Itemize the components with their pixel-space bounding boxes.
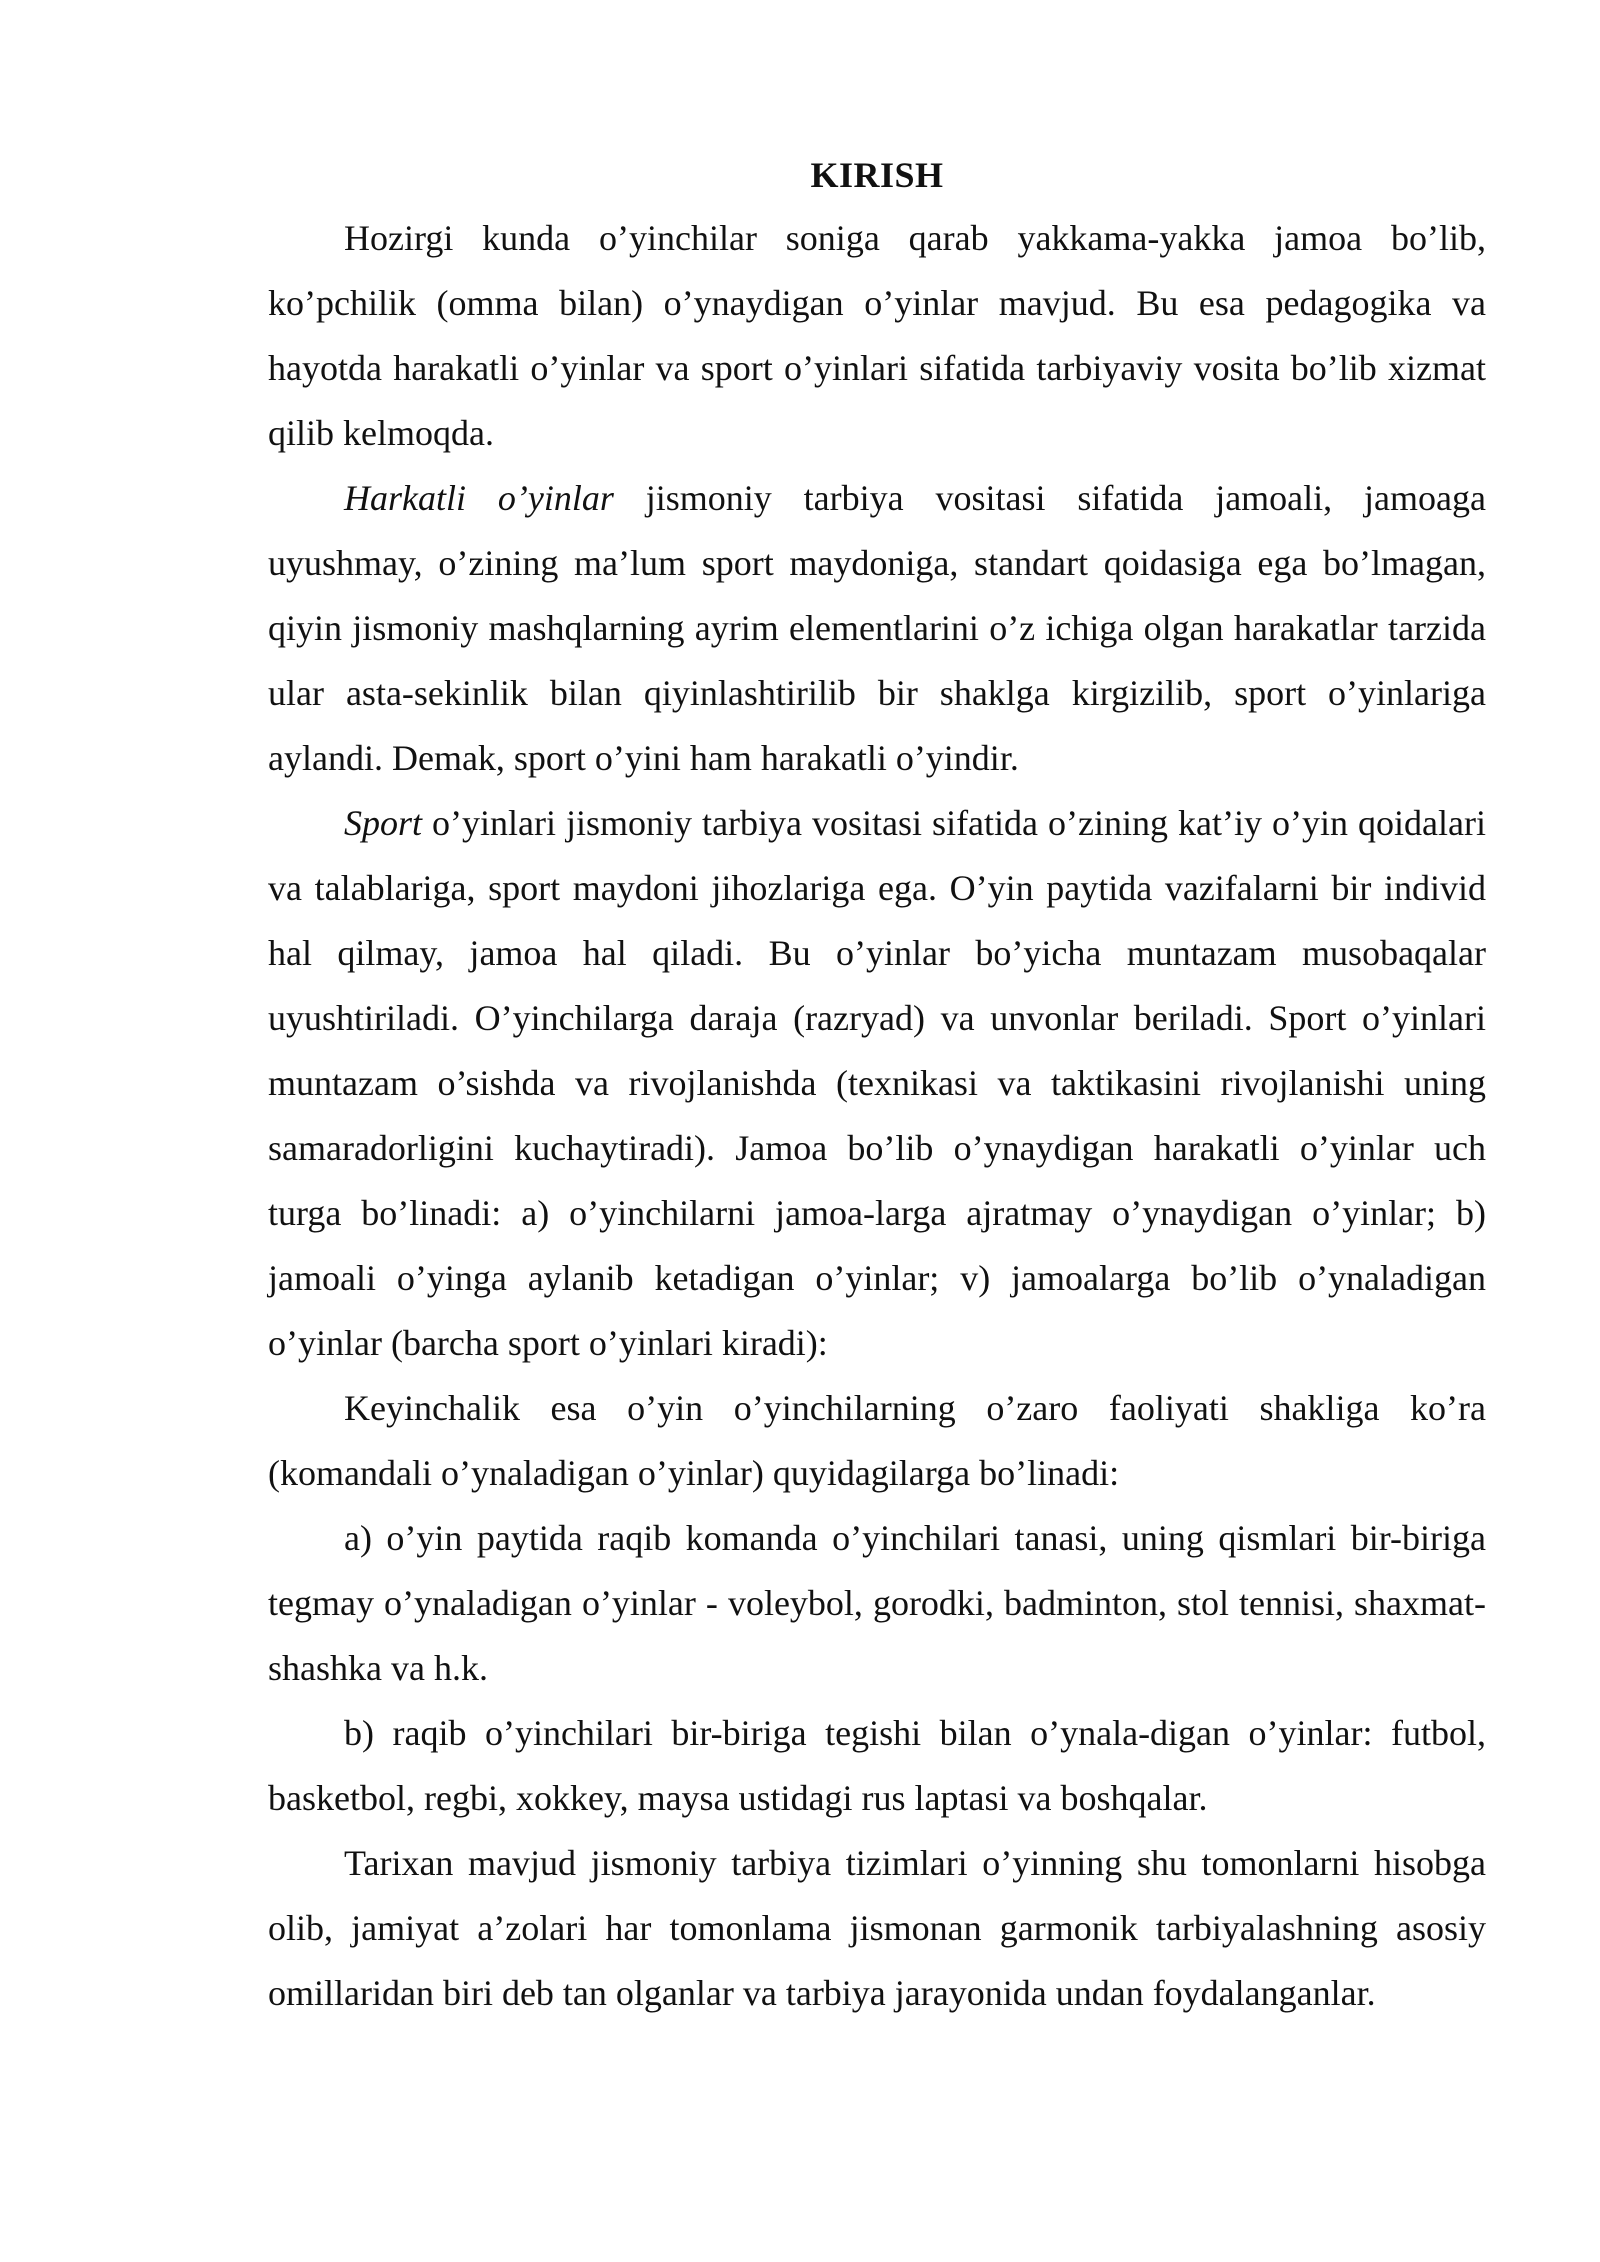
paragraph-text: jismoniy tarbiya vositasi sifatida jamoali, jamoaga uyushmay, o’zining ma’lum sport maydoniga, standart qoidasiga ega bo’lmagan, qiyin jismoniy mashqlarning ayrim elementlarini o’z ichiga olgan harakatlar tarzida ular asta-sekinlik bilan qiyinlashtirilib bir shaklga kirgizilib, sport o’yinlariga aylandi. Demak, sport o’yini ham harakatli o’yindir. <box>268 478 1486 778</box>
paragraph-keyinchalik <box>268 1376 1486 1506</box>
paragraph-intro <box>268 206 1486 466</box>
italic-term: Sport <box>344 803 423 843</box>
page-content <box>268 150 1486 2026</box>
paragraph-text: b) raqib o’yinchilari bir-biriga tegishi bilan o’ynala-digan o’yinlar: futbol, basketbol, regbi, xokkey, maysa ustidagi rus laptasi va boshqalar. <box>268 1713 1486 1818</box>
paragraph-item-a <box>268 1506 1486 1701</box>
paragraph-item-b <box>268 1701 1486 1831</box>
paragraph-text: Tarixan mavjud jismoniy tarbiya tizimlari o’yinning shu tomonlarni hisobga olib, jamiyat a’zolari har tomonlama jismonan garmonik tarbiyalashning asosiy omillaridan biri deb tan olganlar va tarbiya jarayonida undan foydalanganlar. <box>268 1843 1486 2013</box>
section-title: KIRISH <box>810 155 944 195</box>
paragraph-harakatli <box>268 466 1486 791</box>
paragraph-text: Hozirgi kunda o’yinchilar soniga qarab yakkama-yakka jamoa bo’lib, ko’pchilik (omma bilan) o’ynaydigan o’yinlar mavjud. Bu esa pedagogika va hayotda harakatli o’yinlar va sport o’yinlari sifatida tarbiyaviy vosita bo’lib xizmat qilib kelmoqda. <box>268 218 1486 453</box>
paragraph-tarixan <box>268 1831 1486 2026</box>
paragraph-text: o’yinlari jismoniy tarbiya vositasi sifatida o’zining kat’iy o’yin qoidalari va talablariga, sport maydoni jihozlariga ega. O’yin paytida vazifalarni bir individ hal qilmay, jamoa hal qiladi. Bu o’yinlar bo’yicha muntazam musobaqalar uyushtiriladi. O’yinchilarga daraja (razryad) va unvonlar beriladi. Sport o’yinlari muntazam o’sishda va rivojlanishda (texnikasi va taktikasini rivojlanishi uning samaradorligini kuchaytiradi). Jamoa bo’lib o’ynaydigan harakatli o’yinlar uch turga bo’linadi: a) o’yinchilarni jamoa-larga ajratmay o’ynaydigan o’yinlar; b) jamoali o’yinga aylanib ketadigan o’yinlar; v) jamoalarga bo’lib o’ynaladigan o’yinlar (barcha sport o’yinlari kiradi): <box>268 803 1486 1363</box>
paragraph-sport <box>268 791 1486 1376</box>
italic-term: Harkatli o’yinlar <box>344 478 614 518</box>
paragraph-text: a) o’yin paytida raqib komanda o’yinchilari tanasi, uning qismlari bir-biriga tegmay o’ynaladigan o’yinlar - voleybol, gorodki, badminton, stol tennisi, shaxmat-shashka va h.k. <box>268 1518 1486 1688</box>
paragraph-text: Keyinchalik esa o’yin o’yinchilarning o’zaro faoliyati shakliga ko’ra (komandali o’ynaladigan o’yinlar) quyidagilarga bo’linadi: <box>268 1388 1486 1493</box>
